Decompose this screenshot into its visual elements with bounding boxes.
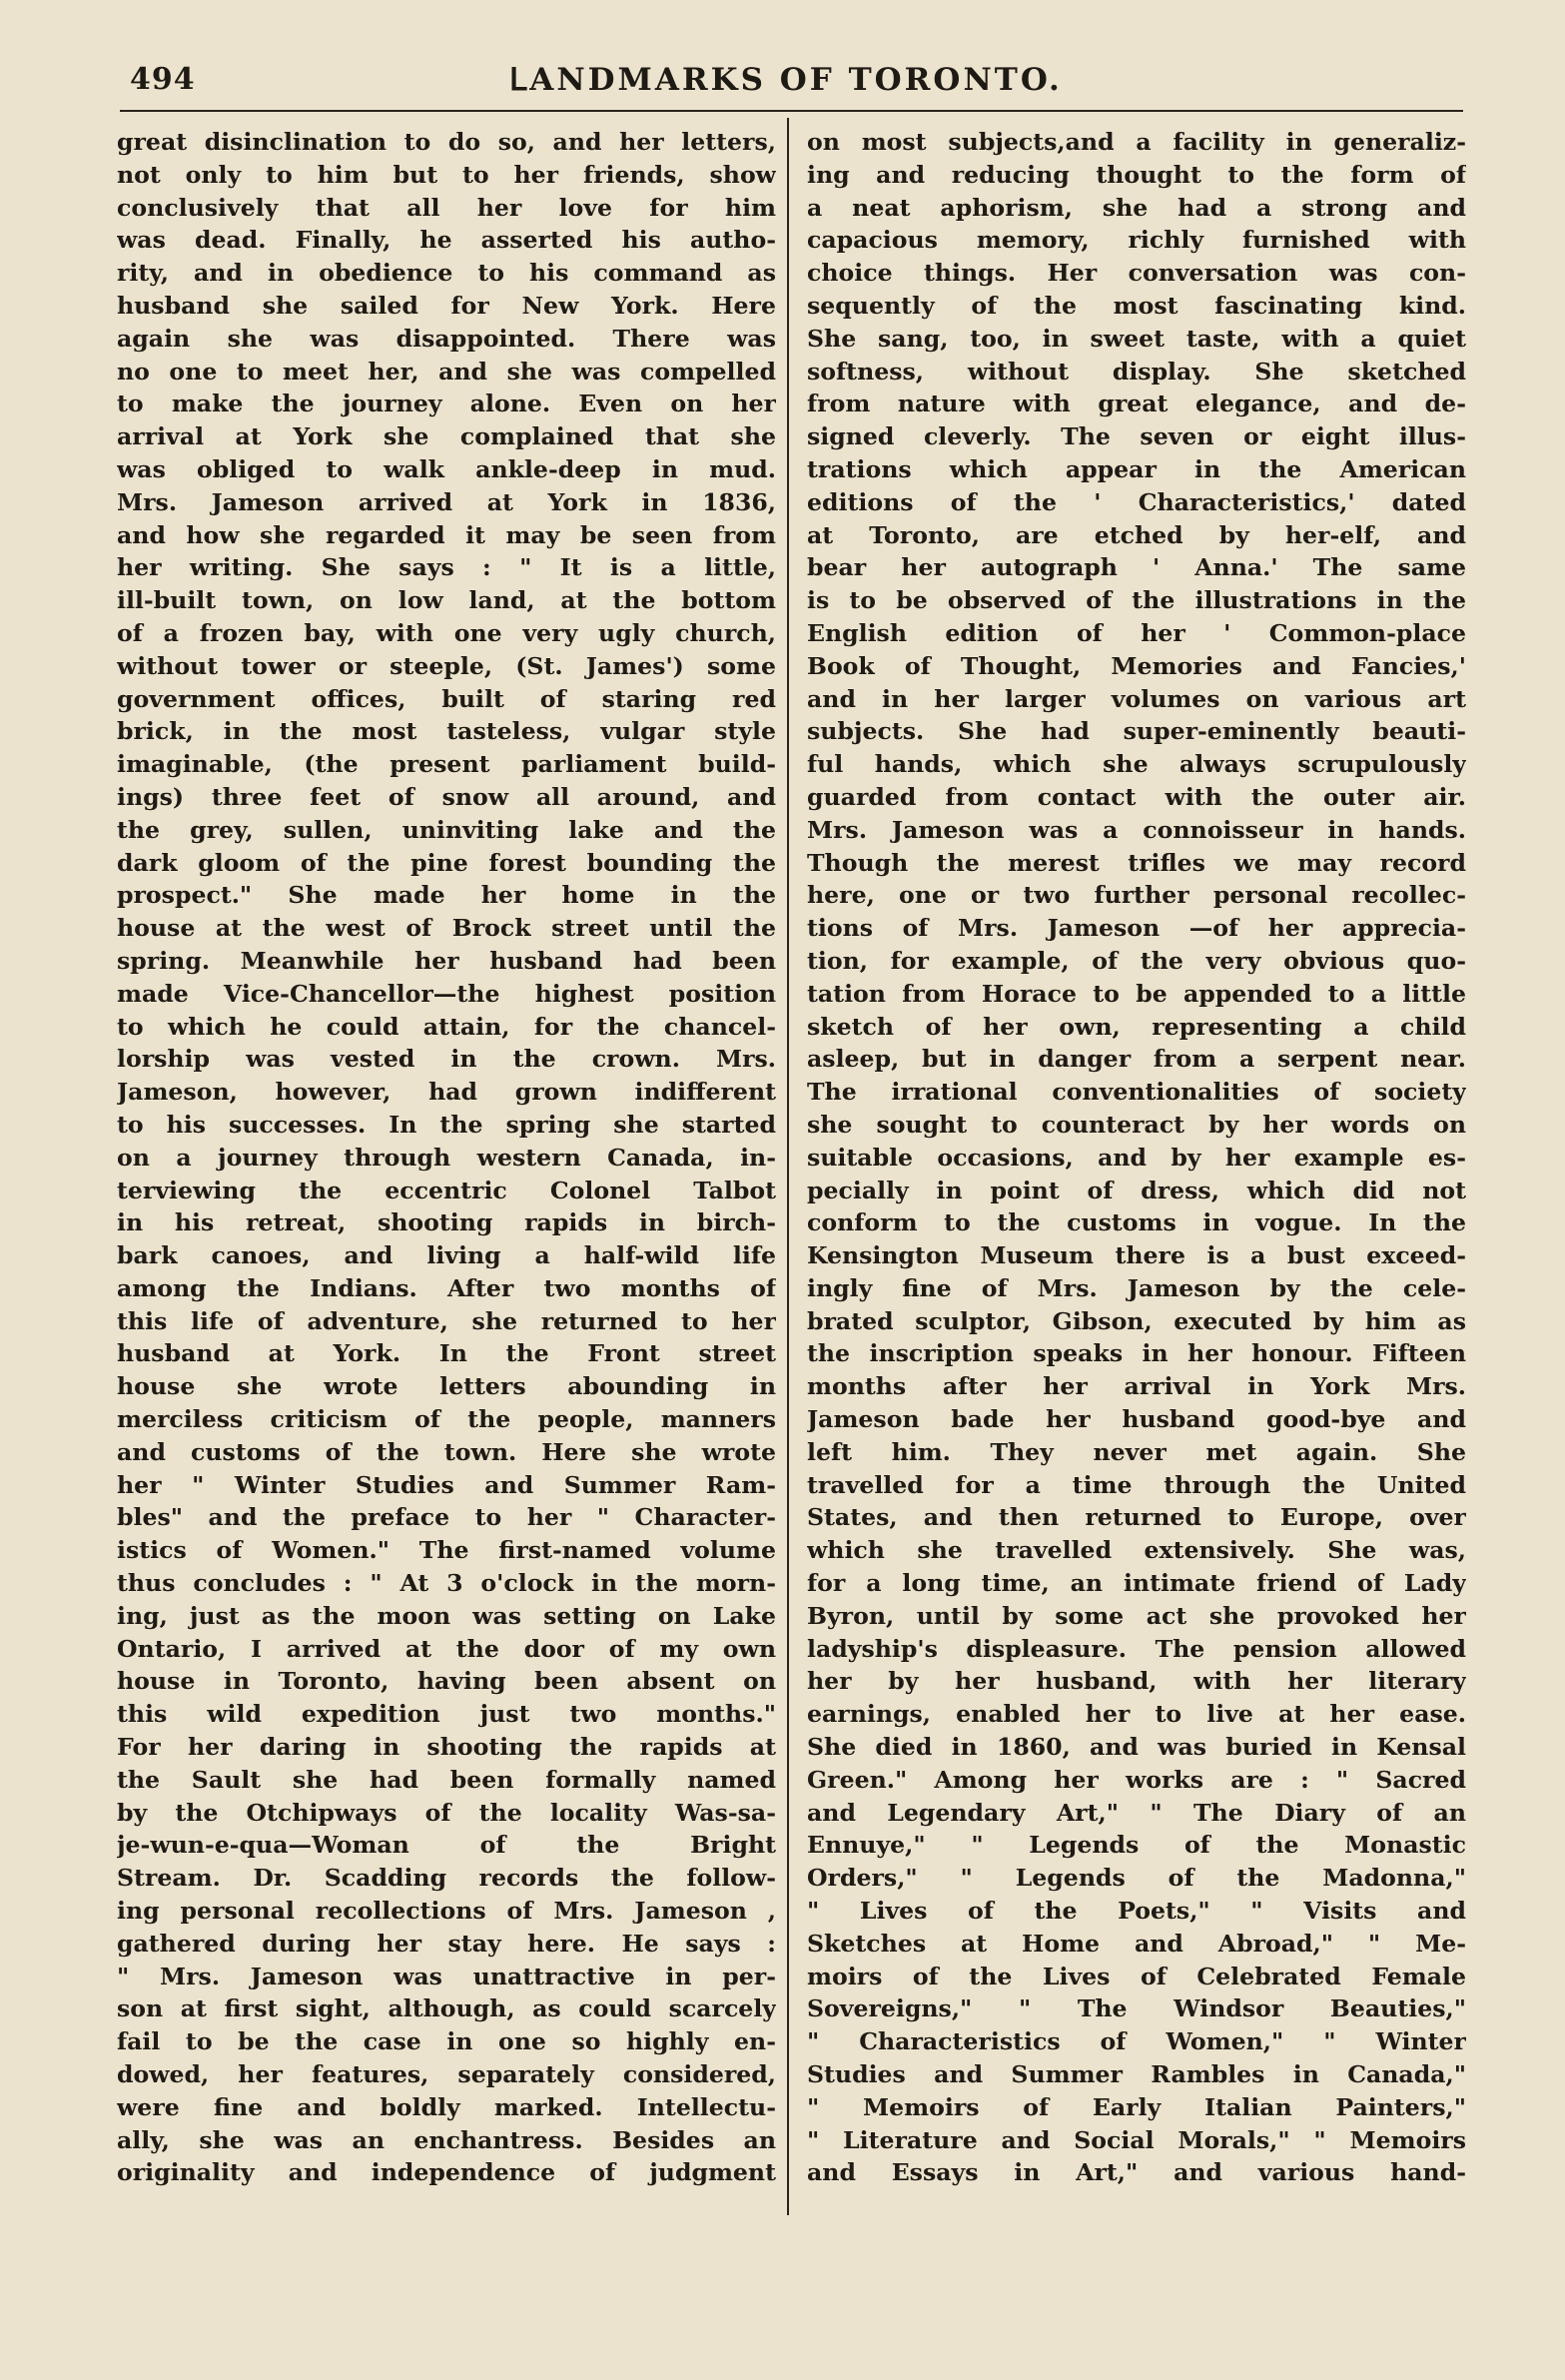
text-line-content: and customs of the town. Here she wrote: [117, 1437, 776, 1466]
text-line-content: of a frozen bay, with one very ugly church,: [117, 618, 776, 647]
text-line: [807, 1305, 1466, 1338]
text-line: [807, 781, 1466, 814]
text-line-content: dowed, her features, separately considered,: [117, 2060, 776, 2089]
text-line: [117, 1043, 776, 1076]
text-line-content: in his retreat, shooting rapids in birch-: [117, 1208, 776, 1237]
text-line: [117, 1076, 776, 1109]
text-line: [117, 1337, 776, 1370]
text-line: [117, 1011, 776, 1044]
text-line: [807, 1928, 1466, 1961]
text-line: [117, 1403, 776, 1436]
text-line-content: editions of the ' Characteristics,' dated: [807, 487, 1466, 516]
text-line-content: prospect." She made her home in the: [117, 881, 776, 910]
text-line-content: Green." Among her works are : " Sacred: [807, 1765, 1466, 1794]
text-line: [807, 1175, 1466, 1207]
text-line: [807, 650, 1466, 683]
text-line-content: Ennuye," " Legends of the Monastic: [807, 1831, 1466, 1860]
text-line-content: ill-built town, on low land, at the bottom: [117, 586, 776, 615]
text-line-content: from nature with great elegance, and de-: [807, 390, 1466, 418]
text-line-content: among the Indians. After two months of: [117, 1273, 776, 1302]
text-line-content: " Characteristics of Women," " Winter: [807, 2027, 1466, 2056]
text-line: [117, 257, 776, 290]
text-line: [807, 1961, 1466, 1993]
text-line-content: conform to the customs in vogue. In the: [807, 1208, 1466, 1237]
text-line-content: earnings, enabled her to live at her ease.: [807, 1700, 1466, 1729]
left-column: [117, 126, 776, 2189]
text-line-content: Jameson bade her husband good-bye and: [807, 1405, 1466, 1434]
text-line: [807, 715, 1466, 748]
text-line: [117, 1142, 776, 1175]
text-line: [117, 1961, 776, 1993]
text-line-content: ing, just as the moon was setting on Lake: [117, 1601, 776, 1630]
text-line: [807, 584, 1466, 617]
text-line: [807, 1534, 1466, 1567]
text-line-content: she sought to counteract by her words on: [807, 1110, 1466, 1139]
text-line: [117, 584, 776, 617]
text-line-content: rity, and in obedience to his command as: [117, 259, 776, 288]
text-line-content: originality and independence of judgment: [117, 2158, 776, 2187]
text-line-content: imaginable, (the present parliament build-: [117, 750, 776, 779]
text-line: [807, 1501, 1466, 1534]
text-line: [117, 1206, 776, 1239]
text-line: [117, 1928, 776, 1961]
text-line-content: bear her autograph ' Anna.' The same: [807, 553, 1466, 582]
text-line: [117, 1370, 776, 1403]
text-line: [807, 879, 1466, 912]
text-line-content: and Essays in Art," and various hand-: [807, 2158, 1466, 2187]
text-line-content: left him. They never met again. She: [807, 1437, 1466, 1466]
text-line-content: without tower or steeple, (St. James') some: [117, 651, 776, 680]
text-line: [117, 159, 776, 192]
text-line: [807, 1862, 1466, 1895]
text-line: [807, 912, 1466, 945]
text-line: [807, 1731, 1466, 1764]
running-title: ᒪANDMARKS OF TORONTO.: [509, 62, 1063, 98]
text-line-content: is to be observed of the illustrations in the: [807, 586, 1466, 615]
text-line: [807, 1698, 1466, 1731]
text-line-content: je-wun-e-qua—Woman of the Bright: [117, 1831, 776, 1860]
text-line: [117, 1665, 776, 1698]
text-line: [117, 1862, 776, 1895]
text-line: [807, 1633, 1466, 1666]
text-line-content: at Toronto, are etched by her-elf, and: [807, 520, 1466, 549]
text-line-content: guarded from contact with the outer air.: [807, 782, 1466, 811]
text-line-content: brick, in the most tasteless, vulgar style: [117, 717, 776, 746]
text-line: [117, 1567, 776, 1600]
header-rule: [120, 110, 1463, 112]
text-line: [807, 1436, 1466, 1469]
text-line: [807, 420, 1466, 453]
text-line: [807, 1403, 1466, 1436]
text-line-content: Jameson, however, had grown indifferent: [117, 1078, 776, 1107]
text-line-content: and Legendary Art," " The Diary of an: [807, 1798, 1466, 1827]
text-line-content: son at first sight, although, as could scarcely: [117, 1994, 776, 2023]
text-line-content: States, and then returned to Europe, over: [807, 1503, 1466, 1532]
text-line-content: Stream. Dr. Scadding records the follow-: [117, 1864, 776, 1893]
text-line: [117, 1895, 776, 1928]
text-line-content: thus concludes : " At 3 o'clock in the morn-: [117, 1569, 776, 1598]
text-line: [807, 1469, 1466, 1502]
text-line: [807, 978, 1466, 1011]
text-line: [807, 1337, 1466, 1370]
text-line: [807, 2124, 1466, 2157]
text-line: [117, 1829, 776, 1862]
text-line: [807, 192, 1466, 225]
text-line: [117, 224, 776, 257]
text-line-content: For her daring in shooting the rapids at: [117, 1733, 776, 1762]
text-line: [117, 650, 776, 683]
text-line-content: here, one or two further personal recollec-: [807, 881, 1466, 910]
text-line: [807, 1109, 1466, 1142]
text-line-content: no one to meet her, and she was compelled: [117, 357, 776, 386]
text-line-content: trations which appear in the American: [807, 454, 1466, 483]
text-line: [807, 290, 1466, 323]
text-line-content: Orders," " Legends of the Madonna,": [807, 1864, 1466, 1893]
text-line-content: sequently of the most fascinating kind.: [807, 291, 1466, 320]
column-divider: [787, 118, 789, 2215]
text-line: [117, 1633, 776, 1666]
text-line-content: tation from Horace to be appended to a little: [807, 979, 1466, 1008]
text-line-content: bark canoes, and living a half-wild life: [117, 1241, 776, 1270]
text-line-content: " Mrs. Jameson was unattractive in per-: [117, 1962, 776, 1990]
text-line: [117, 290, 776, 323]
text-line-content: was dead. Finally, he asserted his autho-: [117, 226, 776, 255]
text-line-content: ings) three feet of snow all around, and: [117, 782, 776, 811]
text-line-content: sketch of her own, representing a child: [807, 1012, 1466, 1041]
text-line-content: made Vice-Chancellor—the highest position: [117, 979, 776, 1008]
text-line: [117, 2058, 776, 2091]
text-line-content: ally, she was an enchantress. Besides an: [117, 2125, 776, 2154]
text-line-content: signed cleverly. The seven or eight illus-: [807, 422, 1466, 451]
text-line-content: her " Winter Studies and Summer Ram-: [117, 1470, 776, 1499]
text-line: [807, 814, 1466, 847]
text-line-content: suitable occasions, and by her example es-: [807, 1143, 1466, 1172]
text-line-content: by the Otchipways of the locality Was-sa-: [117, 1798, 776, 1827]
text-line: [807, 1567, 1466, 1600]
text-line: [807, 748, 1466, 781]
text-line-content: her writing. She says : " It is a little,: [117, 553, 776, 582]
text-line-content: Studies and Summer Rambles in Canada,": [807, 2060, 1466, 2089]
text-line: [117, 945, 776, 978]
text-line-content: great disinclination to do so, and her letters,: [117, 128, 776, 156]
text-line: [807, 1272, 1466, 1305]
text-line: [117, 1239, 776, 1272]
text-line-content: conclusively that all her love for him: [117, 193, 776, 222]
text-line-content: which she travelled extensively. She was,: [807, 1536, 1466, 1565]
text-line: [807, 159, 1466, 192]
text-line-content: house she wrote letters abounding in: [117, 1372, 776, 1401]
text-line-content: again she was disappointed. There was: [117, 324, 776, 353]
text-line: [807, 683, 1466, 716]
text-line-content: Mrs. Jameson arrived at York in 1836,: [117, 487, 776, 516]
right-column: [807, 126, 1466, 2189]
text-line-content: to which he could attain, for the chancel-: [117, 1012, 776, 1041]
text-line-content: She died in 1860, and was buried in Kensal: [807, 1733, 1466, 1762]
text-line-content: ing and reducing thought to the form of: [807, 160, 1466, 189]
page-number: 494: [130, 62, 196, 97]
text-line-content: tions of Mrs. Jameson —of her apprecia-: [807, 914, 1466, 943]
text-line: [807, 551, 1466, 584]
text-line: [807, 617, 1466, 650]
text-line-content: husband at York. In the Front street: [117, 1339, 776, 1368]
text-line-content: Book of Thought, Memories and Fancies,': [807, 651, 1466, 680]
text-line-content: the grey, sullen, uninviting lake and the: [117, 815, 776, 844]
text-line-content: Sketches at Home and Abroad," " Me-: [807, 1929, 1466, 1958]
text-line: [807, 2058, 1466, 2091]
text-line: [807, 1011, 1466, 1044]
text-line-content: on most subjects,and a facility in generaliz-: [807, 128, 1466, 156]
text-line: [117, 1305, 776, 1338]
text-line: [807, 1206, 1466, 1239]
text-line-content: English edition of her ' Common-place: [807, 618, 1466, 647]
text-line: [117, 486, 776, 519]
text-line-content: She sang, too, in sweet taste, with a quiet: [807, 324, 1466, 353]
text-line: [117, 715, 776, 748]
text-line-content: and in her larger volumes on various art: [807, 684, 1466, 713]
text-line: [117, 1175, 776, 1207]
text-line: [117, 683, 776, 716]
text-line: [807, 2091, 1466, 2124]
text-line: [117, 551, 776, 584]
text-line-content: Ontario, I arrived at the door of my own: [117, 1634, 776, 1663]
text-line-content: to make the journey alone. Even on her: [117, 390, 776, 418]
text-line: [117, 879, 776, 912]
text-line-content: terviewing the eccentric Colonel Talbot: [117, 1176, 776, 1204]
text-line: [117, 1764, 776, 1797]
text-line: [117, 356, 776, 389]
text-line-content: moirs of the Lives of Celebrated Female: [807, 1962, 1466, 1990]
text-line: [807, 2025, 1466, 2058]
text-line-content: was obliged to walk ankle-deep in mud.: [117, 454, 776, 483]
text-line-content: tion, for example, of the very obvious quo-: [807, 946, 1466, 975]
text-line-content: dark gloom of the pine forest bounding the: [117, 848, 776, 877]
text-line-content: fail to be the case in one so highly en-: [117, 2027, 776, 2056]
text-line: [117, 1698, 776, 1731]
text-line-content: this life of adventure, she returned to her: [117, 1306, 776, 1335]
text-line: [117, 1534, 776, 1567]
text-line: [807, 1142, 1466, 1175]
text-line-content: " Memoirs of Early Italian Painters,": [807, 2092, 1466, 2121]
text-line: [117, 420, 776, 453]
text-line-content: ing personal recollections of Mrs. Jameson ,: [117, 1897, 776, 1926]
text-line: [117, 2156, 776, 2189]
text-line: [117, 748, 776, 781]
text-line: [807, 945, 1466, 978]
text-line-content: house in Toronto, having been absent on: [117, 1667, 776, 1696]
text-line: [117, 847, 776, 880]
text-line-content: Sovereigns," " The Windsor Beauties,": [807, 1994, 1466, 2023]
text-line-content: " Literature and Social Morals," " Memoirs: [807, 2125, 1466, 2154]
text-line: [117, 519, 776, 552]
text-line: [117, 2124, 776, 2157]
text-line: [117, 323, 776, 356]
text-line: [117, 1469, 776, 1502]
text-line-content: ingly fine of Mrs. Jameson by the cele-: [807, 1273, 1466, 1302]
text-line-content: were fine and boldly marked. Intellectu-: [117, 2092, 776, 2121]
text-line: [807, 1665, 1466, 1698]
text-line-content: her by her husband, with her literary: [807, 1667, 1466, 1696]
text-line: [117, 1600, 776, 1633]
text-line-content: ladyship's displeasure. The pension allowed: [807, 1634, 1466, 1663]
text-line: [807, 1829, 1466, 1862]
text-line: [117, 2025, 776, 2058]
text-line-content: on a journey through western Canada, in-: [117, 1143, 776, 1172]
text-line-content: Byron, until by some act she provoked her: [807, 1601, 1466, 1630]
text-line-content: capacious memory, richly furnished with: [807, 226, 1466, 255]
text-line-content: the inscription speaks in her honour. Fifteen: [807, 1339, 1466, 1368]
text-line-content: gathered during her stay here. He says :: [117, 1929, 776, 1958]
text-line: [807, 388, 1466, 420]
text-line-content: subjects. She had super-eminently beauti-: [807, 717, 1466, 746]
text-line: [117, 978, 776, 1011]
text-line: [807, 1797, 1466, 1830]
text-line-content: this wild expedition just two months.": [117, 1700, 776, 1729]
text-line-content: for a long time, an intimate friend of Lady: [807, 1569, 1466, 1598]
text-line: [807, 1076, 1466, 1109]
text-line-content: The irrational conventionalities of society: [807, 1078, 1466, 1107]
text-line-content: arrival at York she complained that she: [117, 422, 776, 451]
text-line: [117, 1109, 776, 1142]
text-line-content: and how she regarded it may be seen from: [117, 520, 776, 549]
text-line-content: brated sculptor, Gibson, executed by him as: [807, 1306, 1466, 1335]
text-line: [807, 1600, 1466, 1633]
text-line-content: Kensington Museum there is a bust exceed-: [807, 1241, 1466, 1270]
text-line: [117, 781, 776, 814]
text-line: [117, 1272, 776, 1305]
text-line: [117, 1992, 776, 2025]
text-line: [807, 519, 1466, 552]
text-line-content: to his successes. In the spring she started: [117, 1110, 776, 1139]
text-line: [807, 486, 1466, 519]
text-line-content: husband she sailed for New York. Here: [117, 291, 776, 320]
text-line: [117, 1501, 776, 1534]
text-line: [117, 912, 776, 945]
text-line: [807, 1043, 1466, 1076]
text-line-content: istics of Women." The first-named volume: [117, 1536, 776, 1565]
text-line-content: merciless criticism of the people, manners: [117, 1405, 776, 1434]
text-line-content: months after her arrival in York Mrs.: [807, 1372, 1466, 1401]
text-line-content: asleep, but in danger from a serpent near.: [807, 1045, 1466, 1074]
text-line-content: choice things. Her conversation was con-: [807, 259, 1466, 288]
text-line-content: pecially in point of dress, which did not: [807, 1176, 1466, 1204]
text-line: [807, 1370, 1466, 1403]
text-line-content: house at the west of Brock street until the: [117, 914, 776, 943]
text-line: [807, 323, 1466, 356]
text-line: [807, 847, 1466, 880]
text-line: [807, 1239, 1466, 1272]
text-line-content: a neat aphorism, she had a strong and: [807, 193, 1466, 222]
text-line-content: " Lives of the Poets," " Visits and: [807, 1897, 1466, 1926]
text-line: [117, 192, 776, 225]
text-line: [117, 453, 776, 486]
text-line-content: Mrs. Jameson was a connoisseur in hands.: [807, 815, 1466, 844]
text-line: [117, 617, 776, 650]
text-line: [807, 1895, 1466, 1928]
text-line: [807, 2156, 1466, 2189]
text-line: [117, 1436, 776, 1469]
text-line-content: bles" and the preface to her " Character-: [117, 1503, 776, 1532]
text-line-content: government offices, built of staring red: [117, 684, 776, 713]
text-line-content: travelled for a time through the United: [807, 1470, 1466, 1499]
text-line: [807, 453, 1466, 486]
text-line: [117, 126, 776, 159]
text-line: [807, 224, 1466, 257]
text-line: [117, 1797, 776, 1830]
text-line: [807, 1992, 1466, 2025]
text-line: [117, 388, 776, 420]
text-line: [117, 1731, 776, 1764]
text-line: [807, 126, 1466, 159]
text-line-content: the Sault she had been formally named: [117, 1765, 776, 1794]
text-line: [807, 257, 1466, 290]
text-line: [117, 814, 776, 847]
text-line: [117, 2091, 776, 2124]
text-line-content: not only to him but to her friends, show: [117, 160, 776, 189]
text-line: [807, 1764, 1466, 1797]
text-line-content: Though the merest trifles we may record: [807, 848, 1466, 877]
text-line-content: softness, without display. She sketched: [807, 357, 1466, 386]
text-line-content: lorship was vested in the crown. Mrs.: [117, 1045, 776, 1074]
text-line-content: spring. Meanwhile her husband had been: [117, 946, 776, 975]
text-line: [807, 356, 1466, 389]
text-line-content: ful hands, which she always scrupulously: [807, 750, 1466, 779]
page-header: [0, 62, 1565, 112]
